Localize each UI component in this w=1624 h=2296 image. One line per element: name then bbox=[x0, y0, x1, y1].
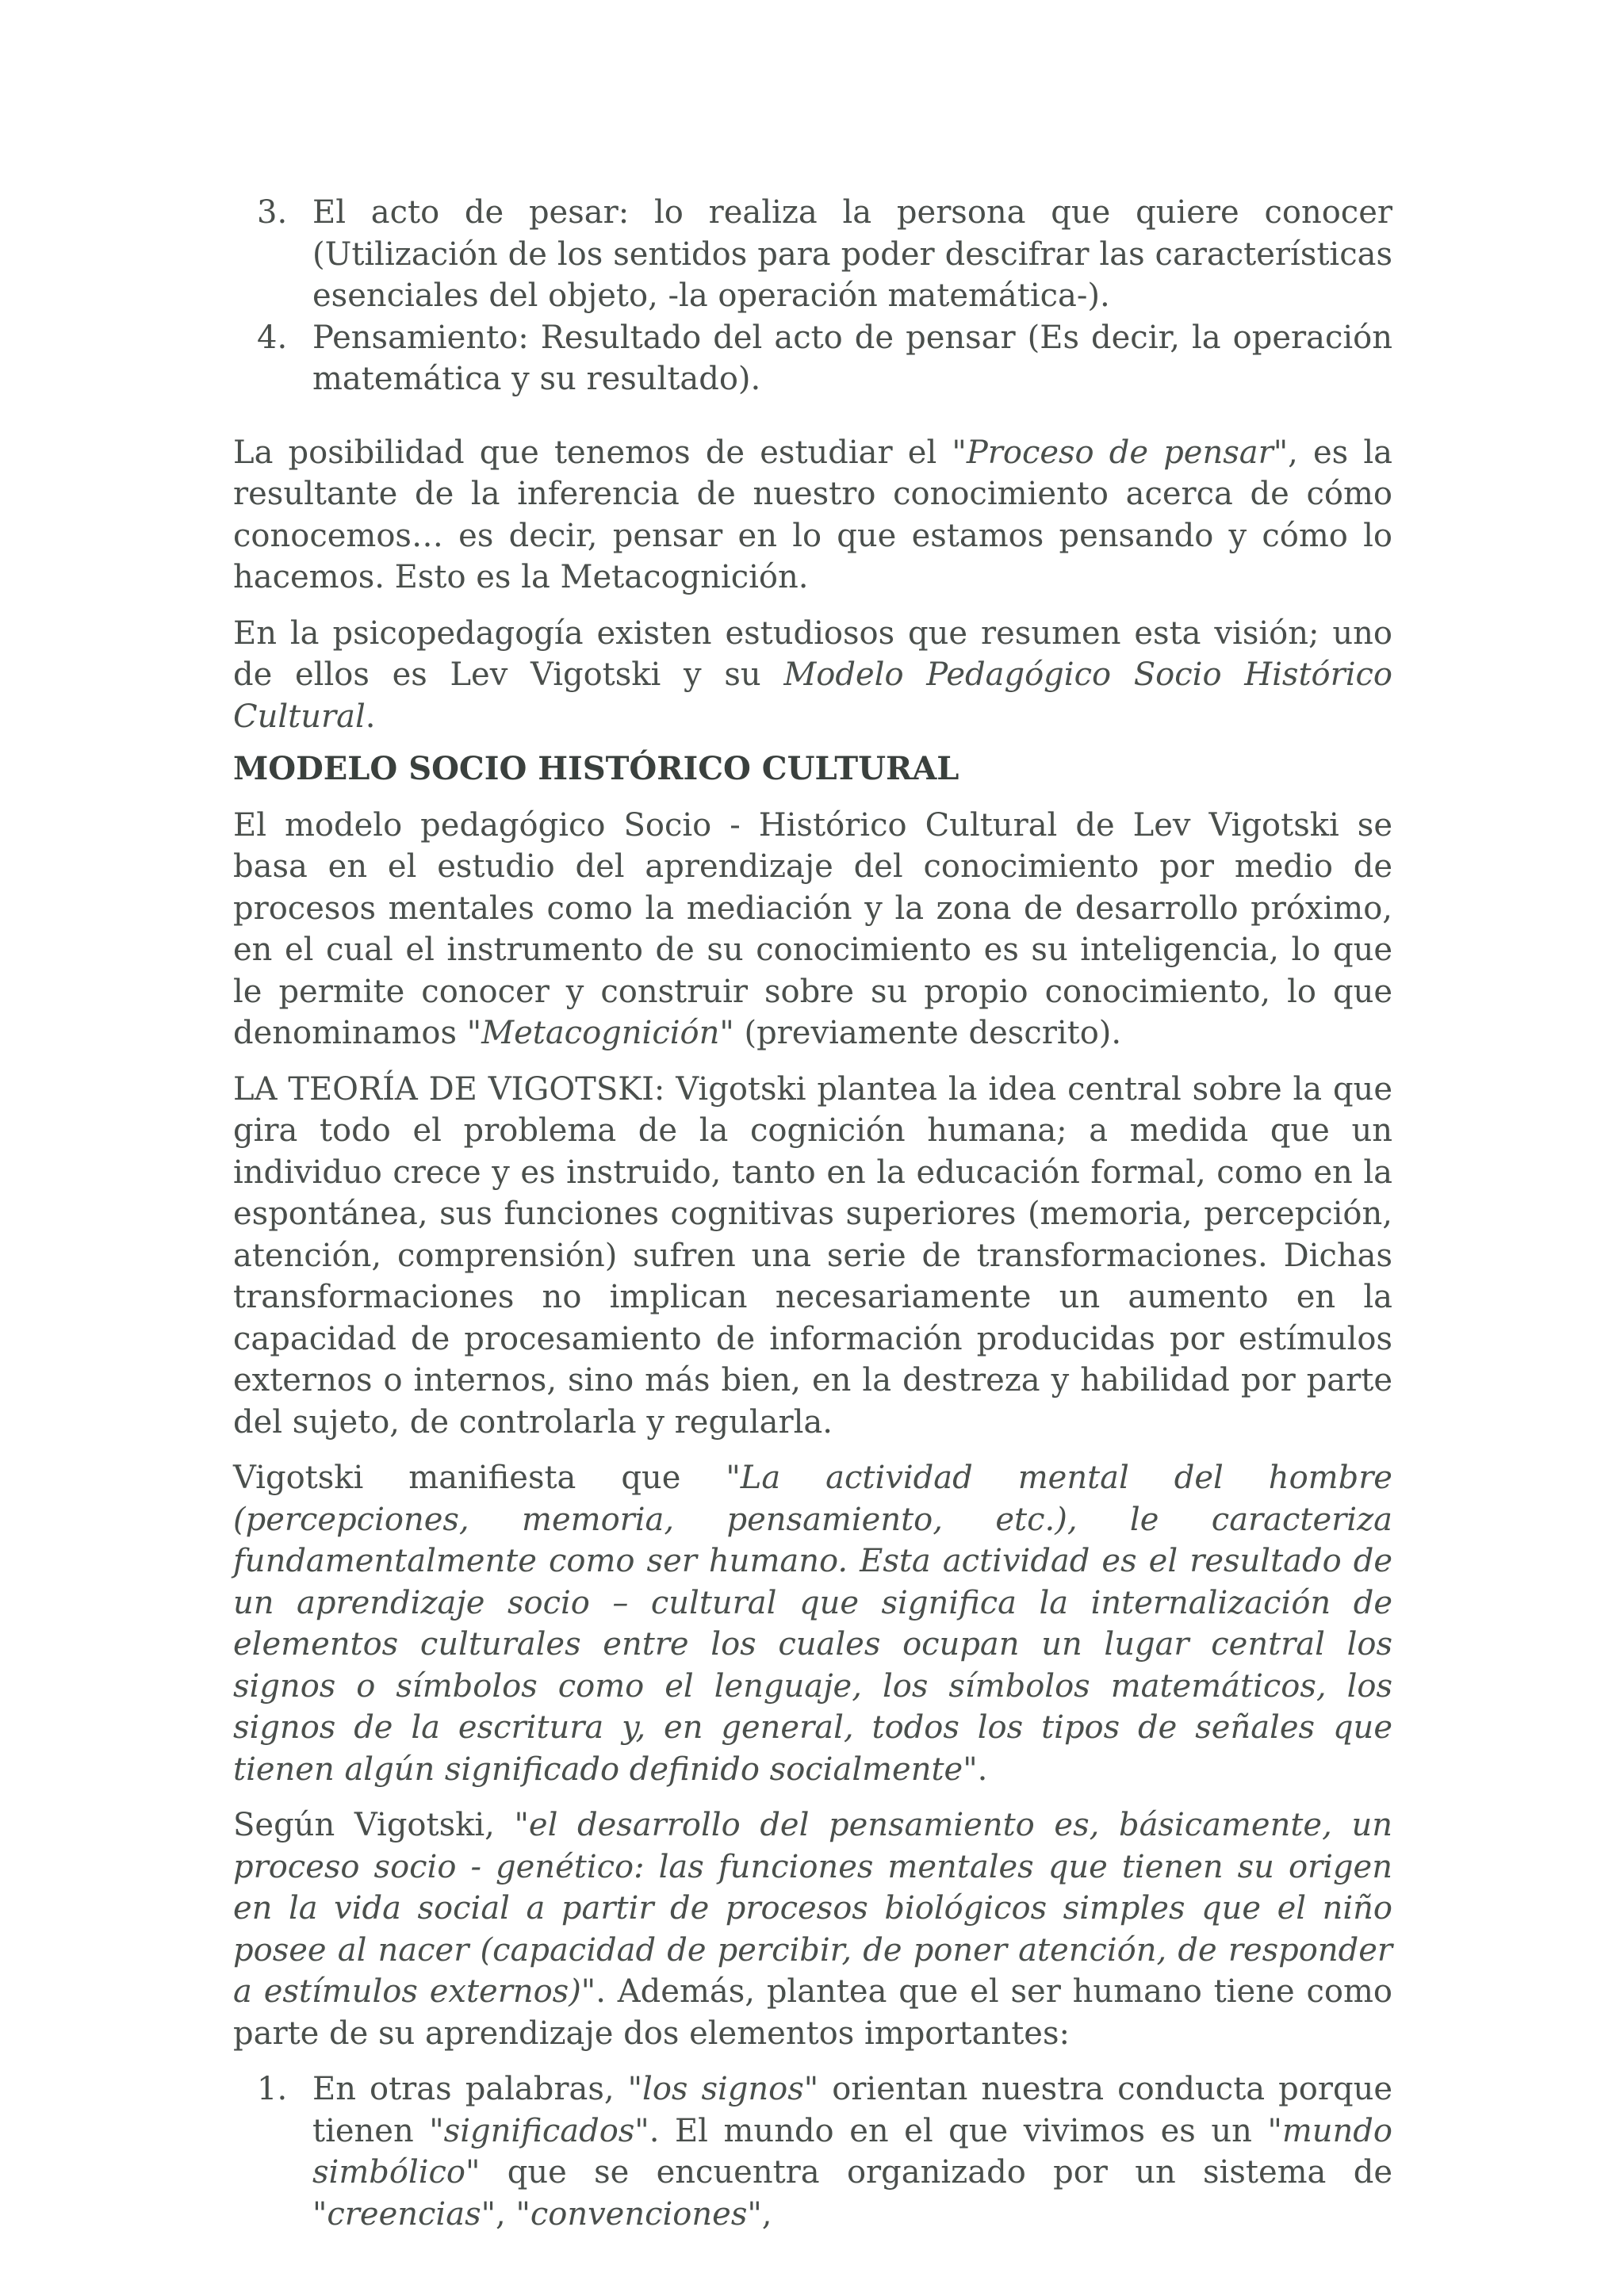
document-body bbox=[233, 192, 1392, 2235]
italic-run: "Proceso de pensar" bbox=[952, 434, 1289, 471]
text-run: , es la resultante de la inferencia de nuestro conocimiento acerca de cómo conocemos… es decir, pensar en lo que estamos pensando y cómo lo hacemos. Esto es la Metacognición. bbox=[233, 434, 1392, 595]
text-run: . bbox=[977, 1751, 988, 1788]
text-run: (previamente descrito). bbox=[733, 1015, 1122, 1051]
text-run: En la psicopedagogía existen estudiosos que resumen esta visión; uno de ellos es Lev Vigotski y su bbox=[233, 614, 1392, 693]
list-item bbox=[233, 2068, 1392, 2235]
list-item-number: 3. bbox=[257, 194, 288, 231]
italic-run: "La actividad mental del hombre (percepciones, memoria, pensamiento, etc.), le caracteriza fundamentalmente como ser humano. Esta actividad es el resultado de un aprendizaje socio – cultural que significa la internalización de elementos culturales entre los cuales ocupan un lugar central los signos o símbolos como el lenguaje, los símbolos matemáticos, los signos de la escritura y, en general, todos los tipos de señales que tienen algún significado definido socialmente" bbox=[233, 1460, 1392, 1788]
text-run: La posibilidad que tenemos de estudiar el bbox=[233, 434, 952, 471]
italic-run: "los signos" bbox=[627, 2071, 819, 2107]
paragraph-actividad-mental bbox=[233, 1457, 1392, 1790]
italic-run: "convenciones" bbox=[515, 2195, 762, 2233]
italic-run: "mundo simbólico" bbox=[312, 2112, 1392, 2191]
text-run: En otras palabras, bbox=[312, 2071, 628, 2107]
paragraph-modelo bbox=[233, 805, 1392, 1054]
text-run: Según Vigotski, bbox=[233, 1807, 515, 1843]
text-run: Vigotski manifiesta que bbox=[233, 1460, 726, 1496]
text-run: , bbox=[496, 2195, 516, 2233]
text-run: . bbox=[365, 698, 376, 735]
list-item bbox=[233, 192, 1392, 317]
paragraph-teoria-vigotski: LA TEORÍA DE VIGOTSKI: Vigotski plantea la idea central sobre la que gira todo el problema de la cognición humana; a medida que un individuo crece y es instruido, tanto en la educación formal, como en la espontánea, sus funciones cognitivas superiores (memoria, percepción, atención, comprensión) sufren una serie de transformaciones. Dichas transformaciones no implican necesariamente un aumento en la capacidad de procesamiento de información producidas por estímulos externos o internos, sino más bien, en la destreza y habilidad por parte del sujeto, de controlarla y regularla. bbox=[233, 1070, 1392, 1441]
paragraph-proceso-de-pensar bbox=[233, 432, 1392, 599]
list-item bbox=[233, 317, 1392, 400]
text-run: que se encuentra organizado por un sistema de bbox=[480, 2154, 1392, 2191]
text-run: . Además, plantea que el ser humano tiene como parte de su aprendizaje dos elementos importantes: bbox=[233, 1973, 1392, 2052]
italic-run: "significados" bbox=[429, 2112, 649, 2149]
list-item-text: Pensamiento: Resultado del acto de pensar (Es decir, la operación matemática y su resultado). bbox=[312, 319, 1392, 397]
text-run: El modelo pedagógico Socio - Histórico Cultural de Lev Vigotski se basa en el estudio del aprendizaje del conocimiento por medio de procesos mentales como la mediación y la zona de desarrollo próximo, en el cual el instrumento de su conocimiento es su inteligencia, lo que le permite conocer y construir sobre su propio conocimiento, lo que denominamos bbox=[233, 806, 1392, 1051]
numbered-list-top bbox=[233, 192, 1392, 400]
list-item-number: 1. bbox=[257, 2071, 288, 2107]
paragraph-desarrollo-pensamiento bbox=[233, 1804, 1392, 2054]
list-item-number: 4. bbox=[257, 319, 288, 356]
italic-run: "el desarrollo del pensamiento es, básicamente, un proceso socio - genético: las funciones mentales que tienen su origen en la vida social a partir de procesos biológicos simples que el niño posee al nacer (capacidad de percibir, de poner atención, de responder a estímulos externos)" bbox=[233, 1807, 1392, 2010]
paragraph-psicopedagogia bbox=[233, 613, 1392, 738]
italic-run: Modelo Pedagógico Socio Histórico Cultural bbox=[233, 656, 1392, 735]
numbered-list-bottom bbox=[233, 2068, 1392, 2235]
text-run: orientan nuestra conducta porque tienen bbox=[312, 2071, 1392, 2149]
italic-run: "creencias" bbox=[312, 2195, 496, 2233]
list-item-text: El acto de pesar: lo realiza la persona que quiere conocer (Utilización de los sentidos para poder descifrar las características esenciales del objeto, -la operación matemática-). bbox=[312, 194, 1392, 314]
section-heading: MODELO SOCIO HISTÓRICO CULTURAL bbox=[233, 750, 959, 787]
text-run: , bbox=[761, 2195, 772, 2233]
italic-run: "Metacognición" bbox=[466, 1015, 734, 1051]
text-run: . El mundo en el que vivimos es un bbox=[649, 2112, 1268, 2149]
